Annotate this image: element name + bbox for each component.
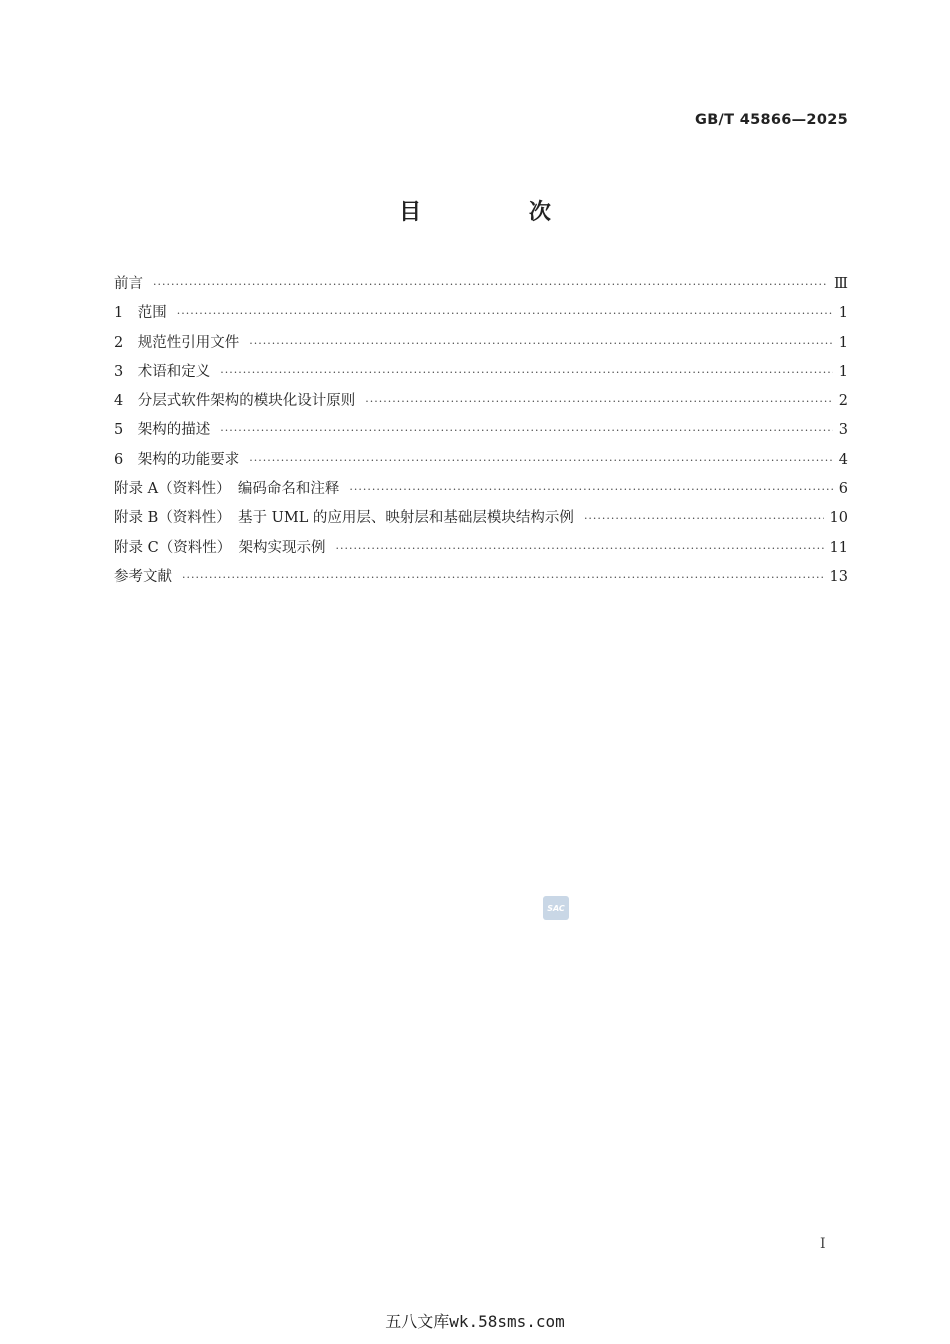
toc-leader-dots bbox=[584, 512, 824, 525]
table-of-contents bbox=[114, 272, 848, 594]
toc-item-label: 附录 A（资料性） 编码命名和注释 bbox=[114, 481, 340, 498]
toc-leader-dots bbox=[335, 542, 823, 555]
toc-leader-dots bbox=[153, 278, 828, 291]
toc-item-annex-b[interactable] bbox=[114, 506, 848, 535]
page-number: I bbox=[820, 1236, 826, 1252]
toc-leader-dots bbox=[249, 454, 833, 467]
toc-item-page: 1 bbox=[838, 334, 848, 351]
toc-leader-dots bbox=[182, 571, 824, 584]
watermark-text: SAC bbox=[547, 903, 565, 913]
toc-item-page: Ⅲ bbox=[834, 276, 848, 292]
toc-item-page: 10 bbox=[829, 510, 848, 527]
toc-item-functional-requirements[interactable] bbox=[114, 448, 848, 477]
toc-item-page: 11 bbox=[829, 539, 848, 556]
toc-item-label: 参考文献 bbox=[114, 568, 172, 585]
toc-item-design-principles[interactable] bbox=[114, 389, 848, 418]
toc-item-page: 1 bbox=[838, 305, 848, 322]
toc-leader-dots bbox=[249, 337, 833, 350]
footer-site-watermark: 五八文库wk.58sms.com bbox=[385, 1312, 565, 1331]
toc-item-annex-c[interactable] bbox=[114, 536, 848, 565]
toc-item-architecture-description[interactable] bbox=[114, 418, 848, 447]
toc-item-label: 附录 C（资料性） 架构实现示例 bbox=[114, 539, 326, 556]
toc-item-page: 13 bbox=[829, 568, 848, 585]
standard-code: GB/T 45866—2025 bbox=[695, 112, 848, 128]
toc-item-label: 6 架构的功能要求 bbox=[114, 451, 240, 468]
toc-item-page: 4 bbox=[838, 451, 848, 468]
toc-item-bibliography[interactable] bbox=[114, 565, 848, 594]
sac-watermark-logo bbox=[543, 896, 569, 920]
toc-item-annex-a[interactable] bbox=[114, 477, 848, 506]
toc-leader-dots bbox=[220, 366, 833, 379]
toc-item-label: 5 架构的描述 bbox=[114, 422, 211, 439]
toc-item-label: 附录 B（资料性） 基于 UML 的应用层、映射层和基础层模块结构示例 bbox=[114, 510, 574, 527]
toc-leader-dots bbox=[220, 424, 833, 437]
toc-item-label: 3 术语和定义 bbox=[114, 363, 211, 380]
toc-item-label: 4 分层式软件架构的模块化设计原则 bbox=[114, 393, 356, 410]
toc-item-normative-references[interactable] bbox=[114, 331, 848, 360]
toc-item-label: 1 范围 bbox=[114, 305, 167, 322]
toc-item-foreword[interactable] bbox=[114, 272, 848, 301]
toc-leader-dots bbox=[177, 307, 833, 320]
page-title: 目 次 bbox=[399, 200, 601, 225]
toc-item-page: 3 bbox=[838, 422, 848, 439]
toc-item-page: 6 bbox=[838, 481, 848, 498]
toc-item-page: 1 bbox=[838, 363, 848, 380]
toc-item-scope[interactable] bbox=[114, 301, 848, 330]
toc-leader-dots bbox=[349, 483, 832, 496]
toc-item-page: 2 bbox=[838, 393, 848, 410]
toc-item-terms-definitions[interactable] bbox=[114, 360, 848, 389]
toc-item-label: 2 规范性引用文件 bbox=[114, 334, 240, 351]
toc-item-label: 前言 bbox=[114, 276, 143, 292]
toc-leader-dots bbox=[365, 395, 833, 408]
